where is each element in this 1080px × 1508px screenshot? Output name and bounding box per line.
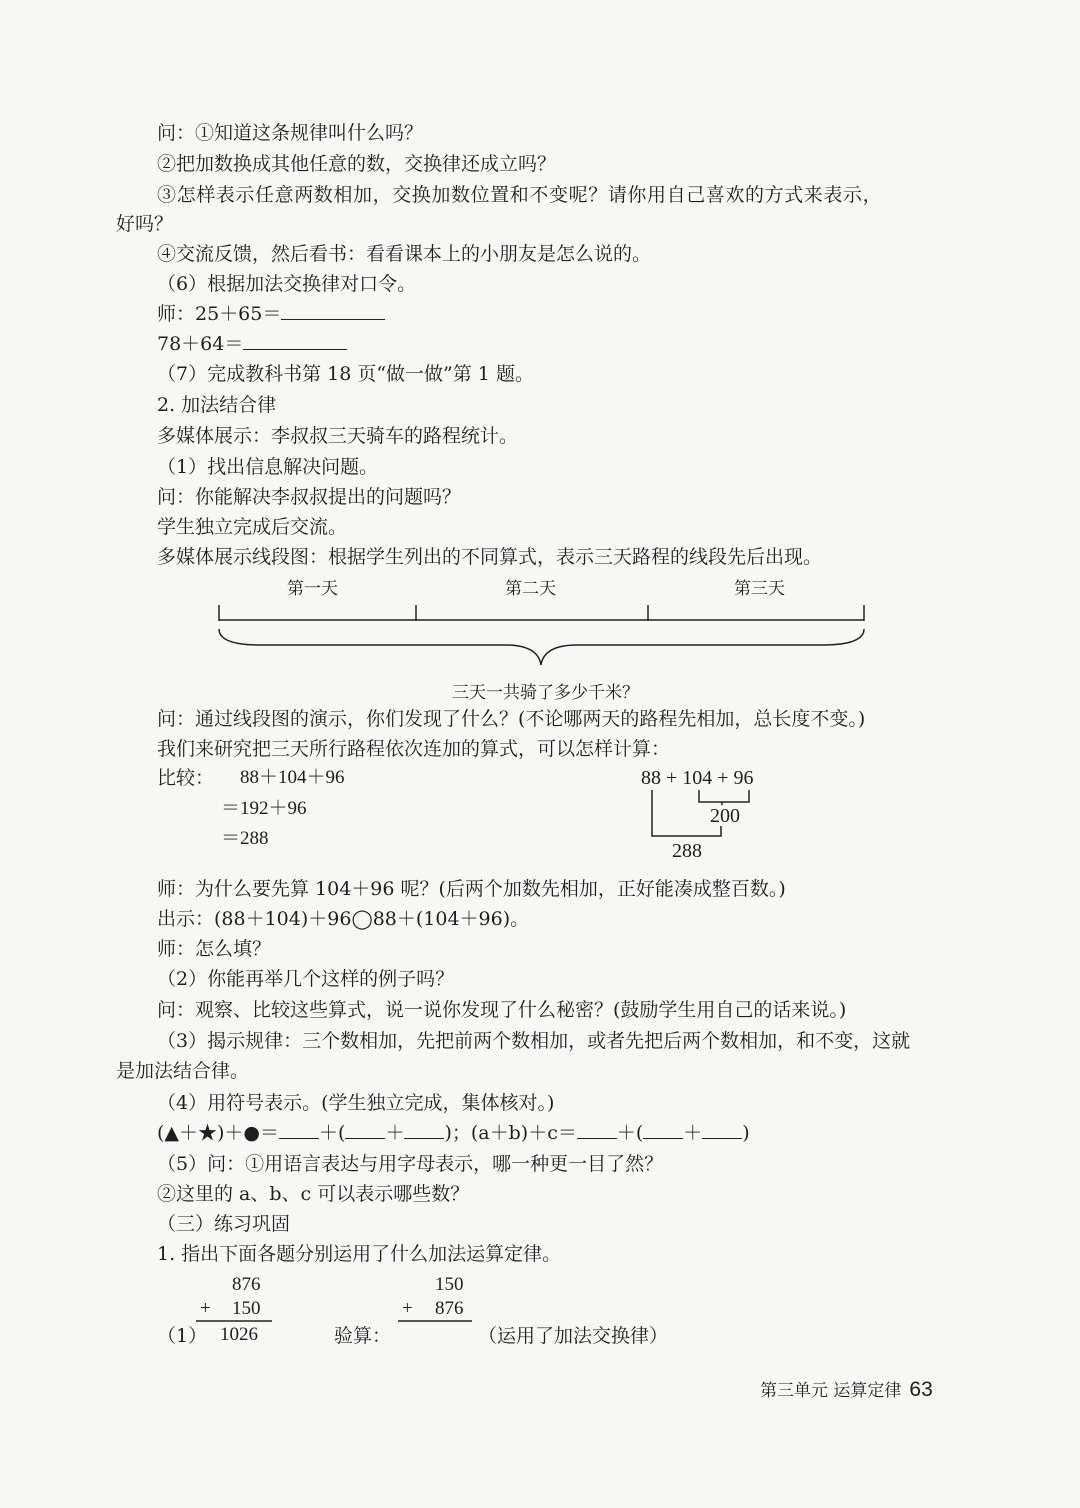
text-line: 我们来研究把三天所行路程依次连加的算式，可以怎样计算： [157, 738, 671, 760]
text-line: 问：观察、比较这些算式，说一说你发现了什么秘密？(鼓励学生用自己的话来说。) [157, 999, 847, 1021]
unit-title: 第三单元 运算定律 [760, 1381, 902, 1401]
day3-label: 第三天 [734, 579, 785, 599]
fill-expression: 78＋64＝ [157, 333, 244, 355]
symbol-expr: ＋ [385, 1122, 405, 1144]
symbol-expr: ＋( [319, 1122, 346, 1144]
addend: 150 [232, 1298, 261, 1319]
sub-result: 200 [710, 805, 740, 827]
text-line: （6）根据加法交换律对口令。 [157, 273, 417, 295]
plus-sign: + [402, 1298, 413, 1319]
symbol-expr: ＋ [683, 1122, 703, 1144]
calc-expression: 88 + 104 + 96 [641, 767, 754, 789]
text-line: 多媒体展示：李叔叔三天骑车的路程统计。 [157, 425, 519, 447]
calc-step: ＝192＋96 [221, 798, 307, 819]
sum: 1026 [220, 1324, 258, 1345]
check-label: 验算： [334, 1325, 392, 1347]
day1-label: 第一天 [287, 579, 338, 599]
page-footer [760, 1376, 933, 1402]
section-heading: （三）练习巩固 [157, 1213, 291, 1235]
text-line: ④交流反馈，然后看书：看看课本上的小朋友是怎么说的。 [157, 243, 652, 265]
day2-label: 第二天 [505, 579, 556, 599]
calc-step: ＝288 [221, 828, 269, 849]
text-line: （2）你能再举几个这样的例子吗？ [157, 968, 455, 990]
exercise-number: （1） [157, 1325, 208, 1347]
text-line: 多媒体展示线段图：根据学生列出的不同算式，表示三天路程的线段先后出现。 [157, 546, 823, 568]
section-heading: 2. 加法结合律 [157, 394, 277, 416]
final-result: 288 [672, 840, 702, 862]
fill-expression: 师：25＋65＝ [157, 303, 282, 325]
text-line: ③怎样表示任意两数相加，交换加数位置和不变呢？请你用自己喜欢的方式来表示， [157, 184, 883, 206]
text-line: （3）揭示规律：三个数相加，先把前两个数相加，或者先把后两个数相加，和不变，这就 [157, 1030, 911, 1052]
total-question: 三天一共骑了多少千米？ [452, 683, 639, 703]
symbol-expr: )；(a＋b)＋c＝ [444, 1122, 577, 1144]
text-line: （1）找出信息解决问题。 [157, 456, 379, 478]
symbol-expr: (▲＋★)＋●＝ [157, 1122, 280, 1144]
text-line: 1. 指出下面各题分别运用了什么加法运算定律。 [157, 1243, 562, 1265]
addend: 876 [232, 1274, 261, 1295]
addend: 876 [435, 1298, 464, 1319]
compare-label: 比较： [157, 767, 215, 789]
text-line: （4）用符号表示。(学生独立完成，集体核对。) [157, 1092, 555, 1114]
symbol-expr: ) [742, 1122, 750, 1144]
text-line: 问：你能解决李叔叔提出的问题吗？ [157, 486, 462, 508]
exercise-note: （运用了加法交换律） [478, 1325, 669, 1347]
calc-step: 88＋104＋96 [240, 767, 345, 788]
text-line: ②把加数换成其他任意的数，交换律还成立吗？ [157, 153, 557, 175]
text-line: 出示：(88＋104)＋96◯88＋(104＋96)。 [157, 908, 530, 930]
text-line: 学生独立完成后交流。 [157, 516, 348, 538]
text-line: 好吗？ [116, 213, 174, 235]
text-line: 师：怎么填？ [157, 938, 272, 960]
text-line: 师：为什么要先算 104＋96 呢？(后两个加数先相加，正好能凑成整百数。) [157, 878, 786, 900]
text-line: （5）问：①用语言表达与用字母表示，哪一种更一目了然？ [157, 1153, 664, 1175]
addend: 150 [435, 1274, 464, 1295]
text-line: 是加法结合律。 [116, 1060, 250, 1082]
text-line: （7）完成教科书第 18 页“做一做”第 1 题。 [157, 363, 534, 385]
page-number: 63 [909, 1378, 933, 1401]
text-line: 问：通过线段图的演示，你们发现了什么？(不论哪两天的路程先相加，总长度不变。) [157, 708, 866, 730]
text-line: 问：①知道这条规律叫什么吗？ [157, 122, 424, 144]
text-line: ②这里的 a、b、c 可以表示哪些数？ [157, 1183, 470, 1205]
plus-sign: + [200, 1298, 211, 1319]
symbol-expr: ＋( [616, 1122, 644, 1144]
